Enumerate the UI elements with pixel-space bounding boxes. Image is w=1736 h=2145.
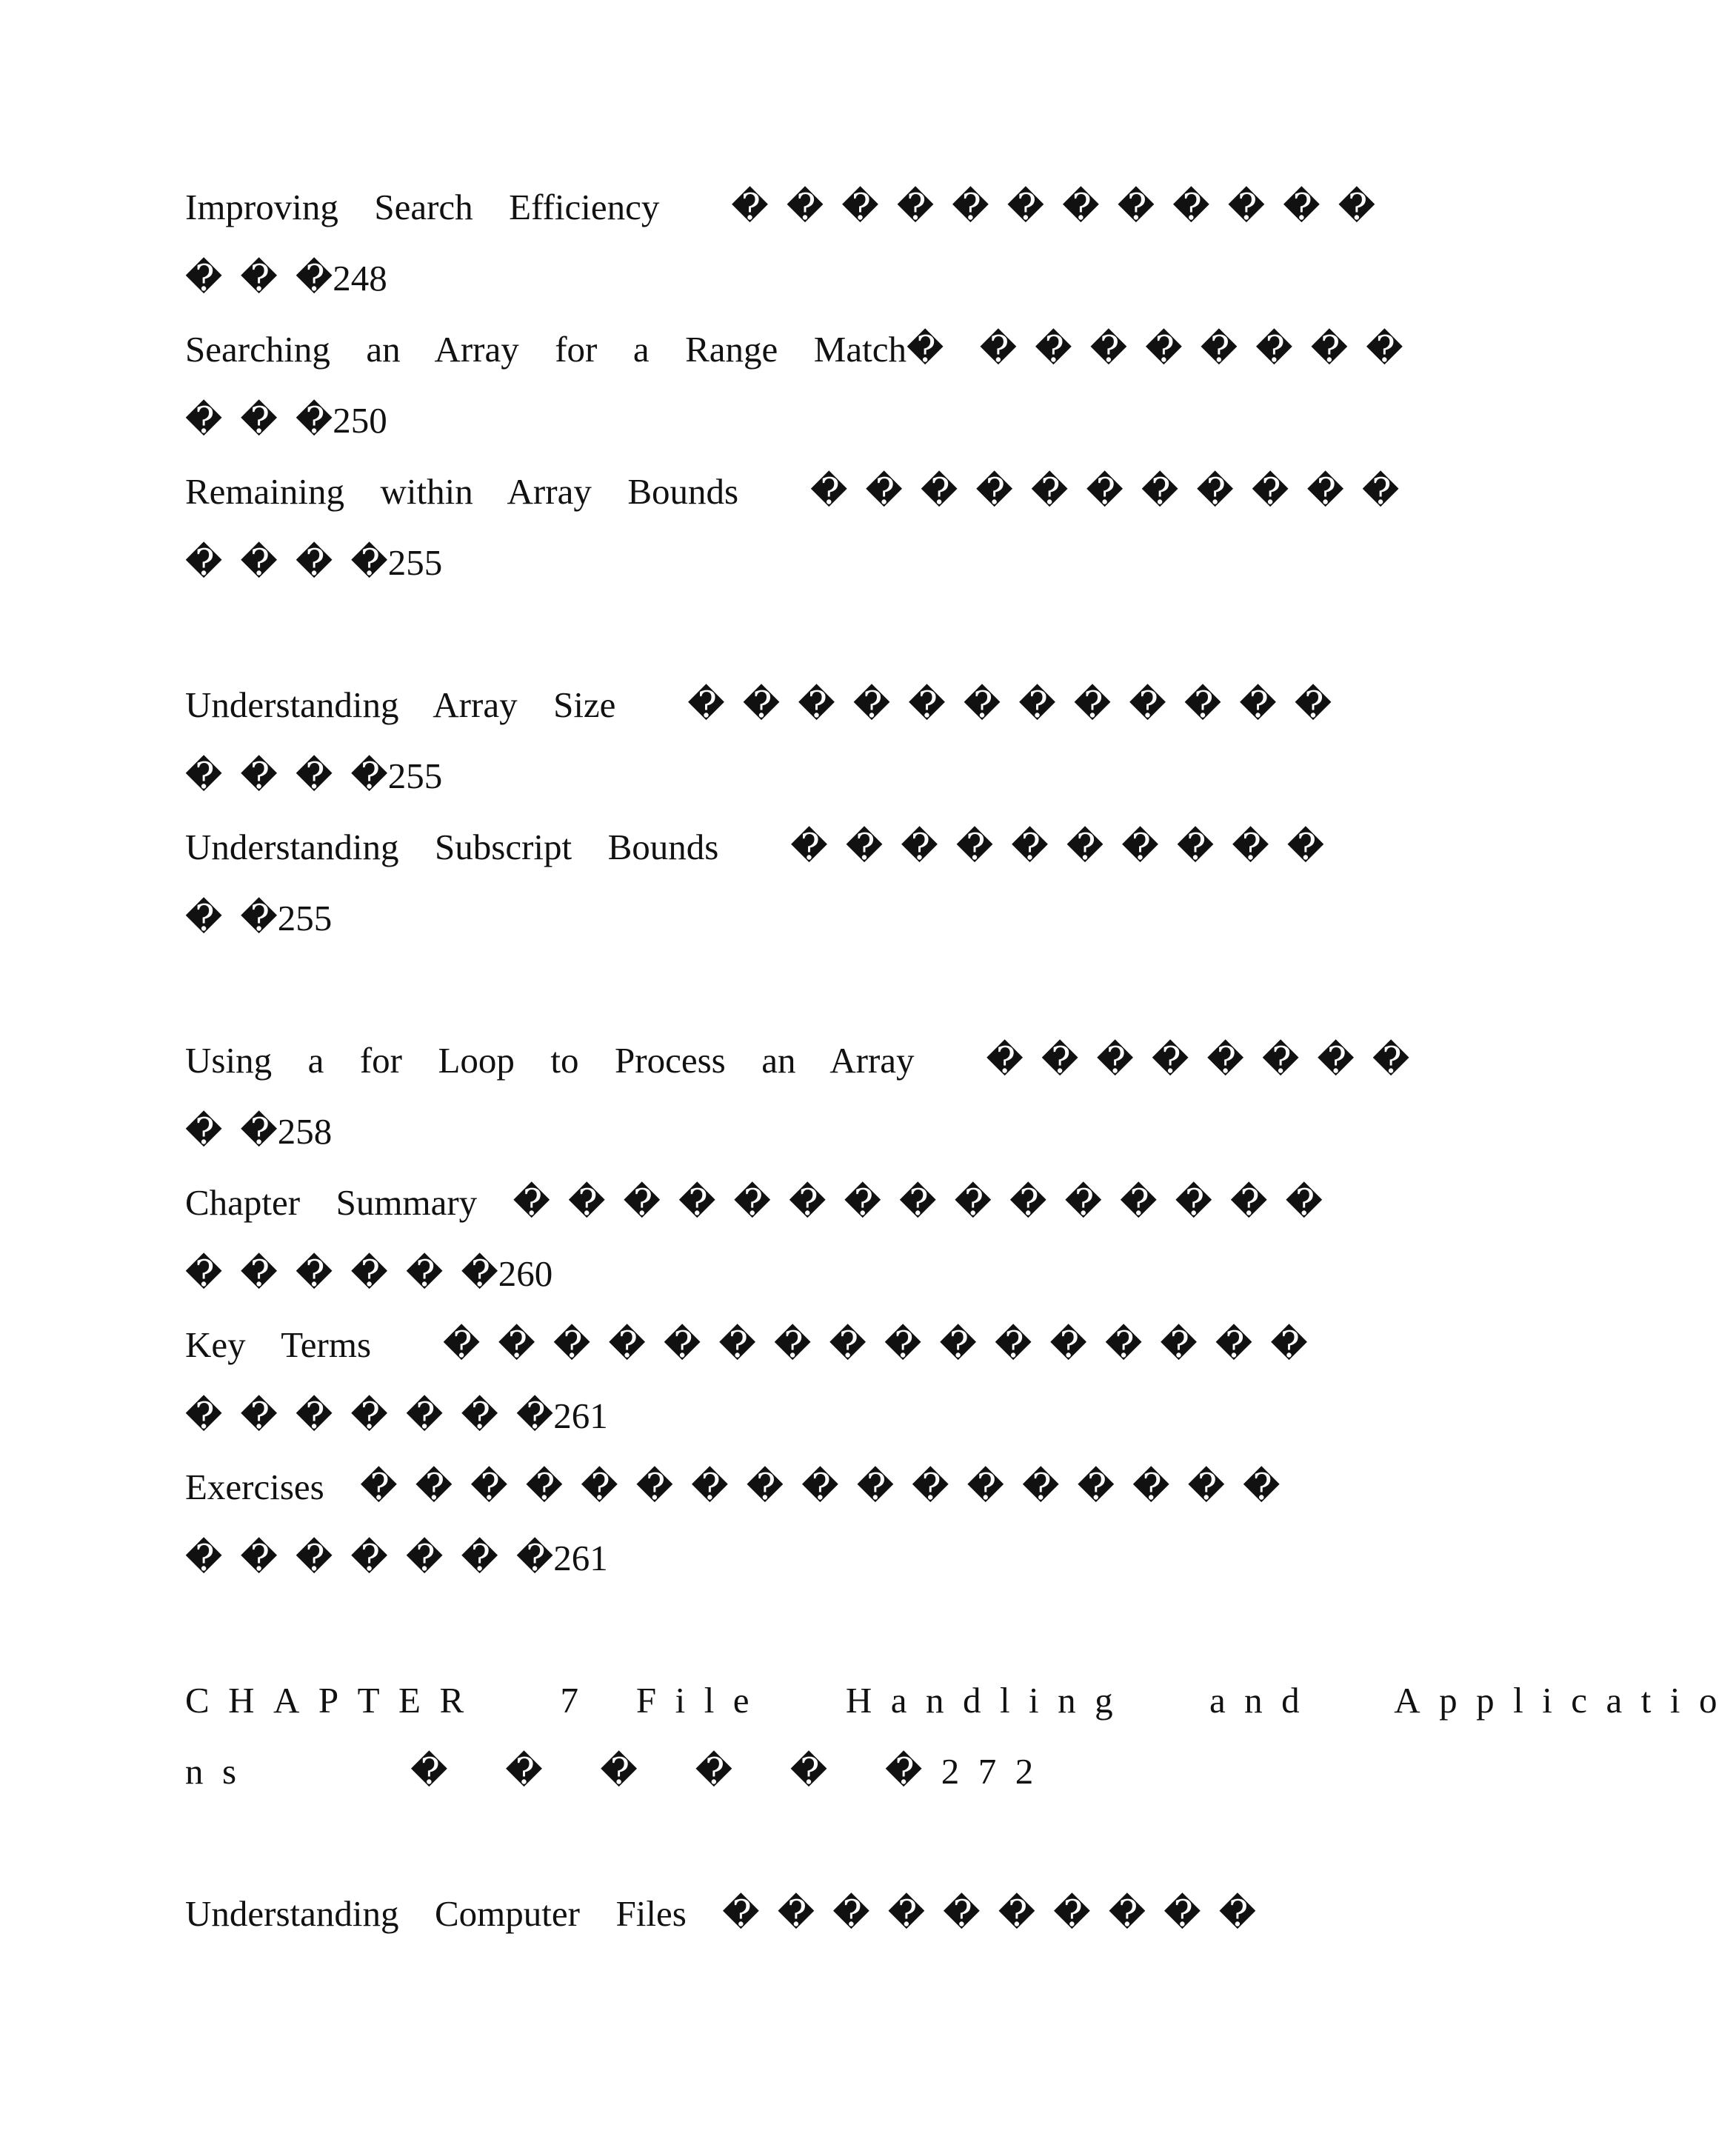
toc-page-number-line: � � �250 bbox=[185, 400, 387, 441]
toc-page-number-line: � � � �255 bbox=[185, 542, 443, 583]
toc-entry-chapter-summary: Chapter Summary � � � � � � � � � � � � � � � bbox=[185, 1182, 1323, 1223]
toc-page-number-line: � �255 bbox=[185, 898, 333, 938]
toc-page-number-line: � � � � � � �261 bbox=[185, 1538, 608, 1578]
toc-entry-key-terms: Key Terms � � � � � � � � � � � � � � � � bbox=[185, 1324, 1308, 1365]
toc-page-number-line: � �258 bbox=[185, 1111, 333, 1152]
toc-page-number-line: � � � �255 bbox=[185, 755, 443, 796]
toc-entry-understanding-subscript-bounds: Understanding Subscript Bounds � � � � � � � � � � bbox=[185, 827, 1325, 867]
toc-entry-searching-array-range-match: Searching an Array for a Range Match� � � � � � � � � bbox=[185, 329, 1403, 370]
toc-entry-improving-search-efficiency: Improving Search Efficiency � � � � � � � � � � � � bbox=[185, 187, 1376, 227]
toc-chapter-7-page-line: ns � � � � � �272 bbox=[185, 1751, 1052, 1792]
toc-entry-understanding-array-size: Understanding Array Size � � � � � � � � � � � � bbox=[185, 684, 1332, 725]
toc-page-number-line: � � � � � �260 bbox=[185, 1253, 553, 1294]
toc-page-number-line: � � � � � � �261 bbox=[185, 1395, 608, 1436]
toc-page-number-line: � � �248 bbox=[185, 258, 387, 298]
toc-chapter-7-heading: CHAPTER 7 File Handling and Applicatio bbox=[185, 1680, 1736, 1721]
toc-entry-understanding-computer-files: Understanding Computer Files � � � � � � � � � � bbox=[185, 1893, 1256, 1934]
toc-entry-remaining-within-array-bounds: Remaining within Array Bounds � � � � � � � � � � � bbox=[185, 471, 1400, 512]
toc-entry-using-for-loop: Using a for Loop to Process an Array � � � � � � � � bbox=[185, 1040, 1410, 1081]
toc-entry-exercises: Exercises � � � � � � � � � � � � � � � � � bbox=[185, 1467, 1281, 1507]
